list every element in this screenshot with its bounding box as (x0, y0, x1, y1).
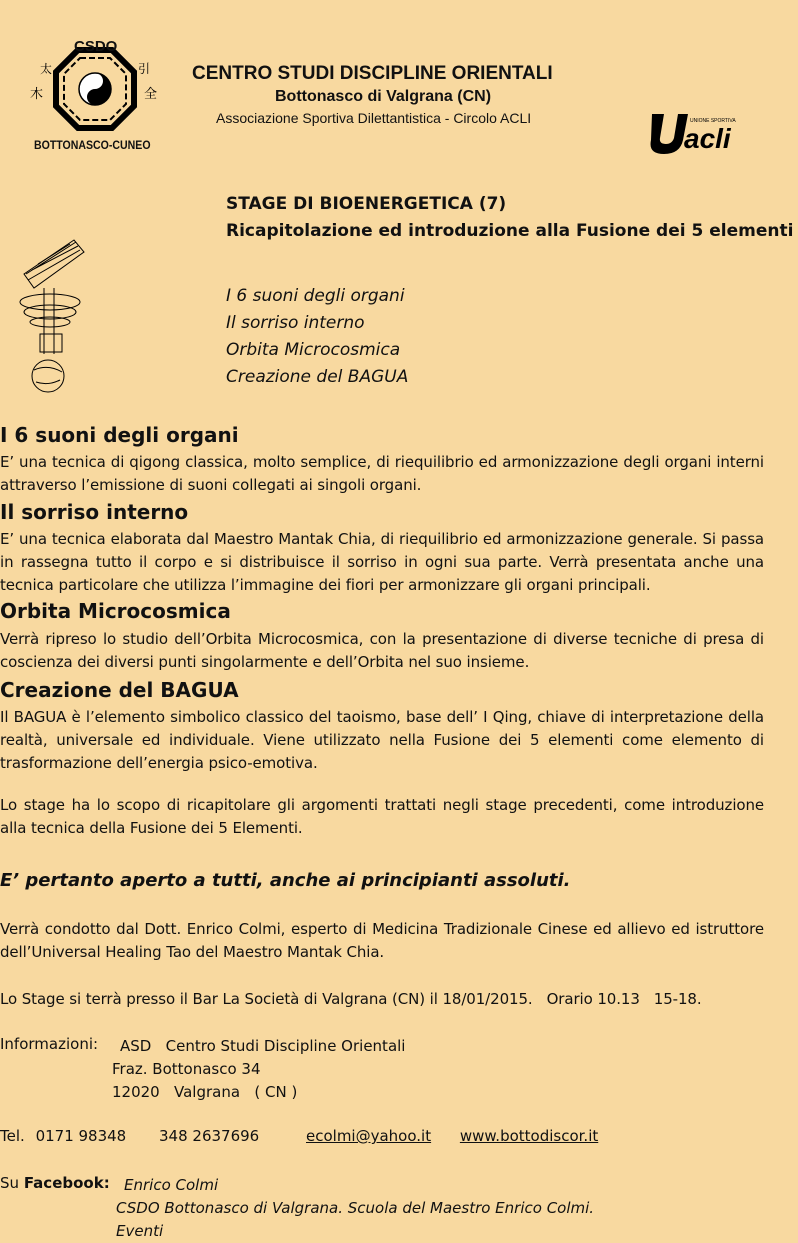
svg-text:acli: acli (684, 123, 731, 154)
meditation-illustration (14, 234, 104, 394)
facebook-page[interactable]: Enrico Colmi (124, 1176, 219, 1194)
section-heading: I 6 suoni degli organi (0, 423, 239, 447)
svg-text:木: 木 (30, 87, 44, 102)
facebook-label-bold: Facebook: (23, 1174, 110, 1192)
section-text: E’ una tecnica elaborata dal Maestro Mantak Chia, di riequilibrio ed armonizzazione generale. Si passa in rassegna tutto il corpo e si distribuisce il sorriso in ogni sua parte. Verrà presentata anche una tecnica particolare che utilizza l’immagine dei fiori per armonizzare gli organi principali. (0, 530, 764, 594)
org-title: CENTRO STUDI DISCIPLINE ORIENTALI (192, 63, 553, 84)
svg-text:全: 全 (144, 87, 158, 102)
org-association: Associazione Sportiva Dilettantistica - Circolo ACLI (216, 110, 532, 126)
info-label: Informazioni: (0, 1035, 99, 1053)
facebook-label-prefix: Su (0, 1174, 20, 1192)
section-text: E’ una tecnica di qigong classica, molto semplice, di riequilibrio ed armonizzazione degli organi interni attraverso l’emissione di suoni collegati ai singoli organi. (0, 453, 764, 494)
address-line: 12020 Valgrana ( CN ) (112, 1083, 298, 1101)
logo-city: BOTTONASCO-CUNEO (34, 138, 151, 152)
facebook-label (0, 1174, 110, 1192)
contacts-row (0, 1127, 598, 1145)
topic-item: Orbita Microcosmica (226, 340, 401, 360)
summary-text: Lo stage ha lo scopo di ricapitolare gli argomenti trattati negli stage precedenti, come introduzione alla tecnica della Fusione dei 5 Elementi. (0, 796, 764, 837)
conductor-text: Verrà condotto dal Dott. Enrico Colmi, esperto di Medicina Tradizionale Cinese ed allievo ed istruttore dell’Universal Healing Tao del Maestro Mantak Chia. (0, 920, 764, 961)
section-heading: Creazione del BAGUA (0, 678, 239, 702)
topic-item: Creazione del BAGUA (226, 367, 409, 387)
topic-item: I 6 suoni degli organi (226, 286, 405, 306)
section-heading: Il sorriso interno (0, 500, 189, 524)
topics-list (226, 283, 408, 391)
section-text: Il BAGUA è l’elemento simbolico classico del taoismo, base dell’ I Qing, chiave di interpretazione della realtà, universale ed individuale. Viene utilizzato nella Fusione dei 5 elementi come elemento di trasformazione dell’energia psico-emotiva. (0, 708, 764, 772)
address-line: ASD Centro Studi Discipline Orientali (120, 1037, 406, 1055)
svg-text:引: 引 (138, 62, 151, 76)
svg-text:太: 太 (40, 62, 53, 76)
svg-text:UNIONE SPORTIVA: UNIONE SPORTIVA (690, 118, 736, 124)
stage-subtitle: Ricapitolazione ed introduzione alla Fusione dei 5 elementi (226, 221, 794, 241)
facebook-page[interactable]: CSDO Bottonasco di Valgrana. Scuola del Maestro Enrico Colmi. (116, 1199, 595, 1217)
stage-title: STAGE DI BIOENERGETICA (7) (226, 194, 507, 214)
tel-label: Tel. (0, 1127, 25, 1145)
location-text: Lo Stage si terrà presso il Bar La Società di Valgrana (CN) il 18/01/2015. Orario 10.13 15-18. (0, 990, 702, 1008)
facebook-pages (116, 1174, 594, 1243)
facebook-page[interactable]: Eventi (116, 1222, 164, 1240)
logo-csdo-text: CSDO (74, 38, 118, 55)
address-line: Fraz. Bottonasco 34 (112, 1060, 261, 1078)
email-link[interactable]: ecolmi@yahoo.it (306, 1127, 432, 1145)
org-subtitle: Bottonasco di Valgrana (CN) (275, 88, 492, 105)
info-address (112, 1035, 405, 1104)
topic-item: Il sorriso interno (226, 313, 365, 333)
open-to-all-note: E’ pertanto aperto a tutti, anche ai principianti assoluti. (0, 870, 571, 891)
section-text: Verrà ripreso lo studio dell’Orbita Microcosmica, con la presentazione di diverse tecniche di presa di coscienza dei diversi punti singolarmente e dell’Orbita nel suo insieme. (0, 630, 764, 671)
phone-number: 348 2637696 (159, 1127, 260, 1145)
section-heading: Orbita Microcosmica (0, 599, 231, 623)
website-link[interactable]: www.bottodiscor.it (459, 1127, 599, 1145)
phone-number: 0171 98348 (35, 1127, 127, 1145)
usacli-logo (650, 108, 755, 156)
